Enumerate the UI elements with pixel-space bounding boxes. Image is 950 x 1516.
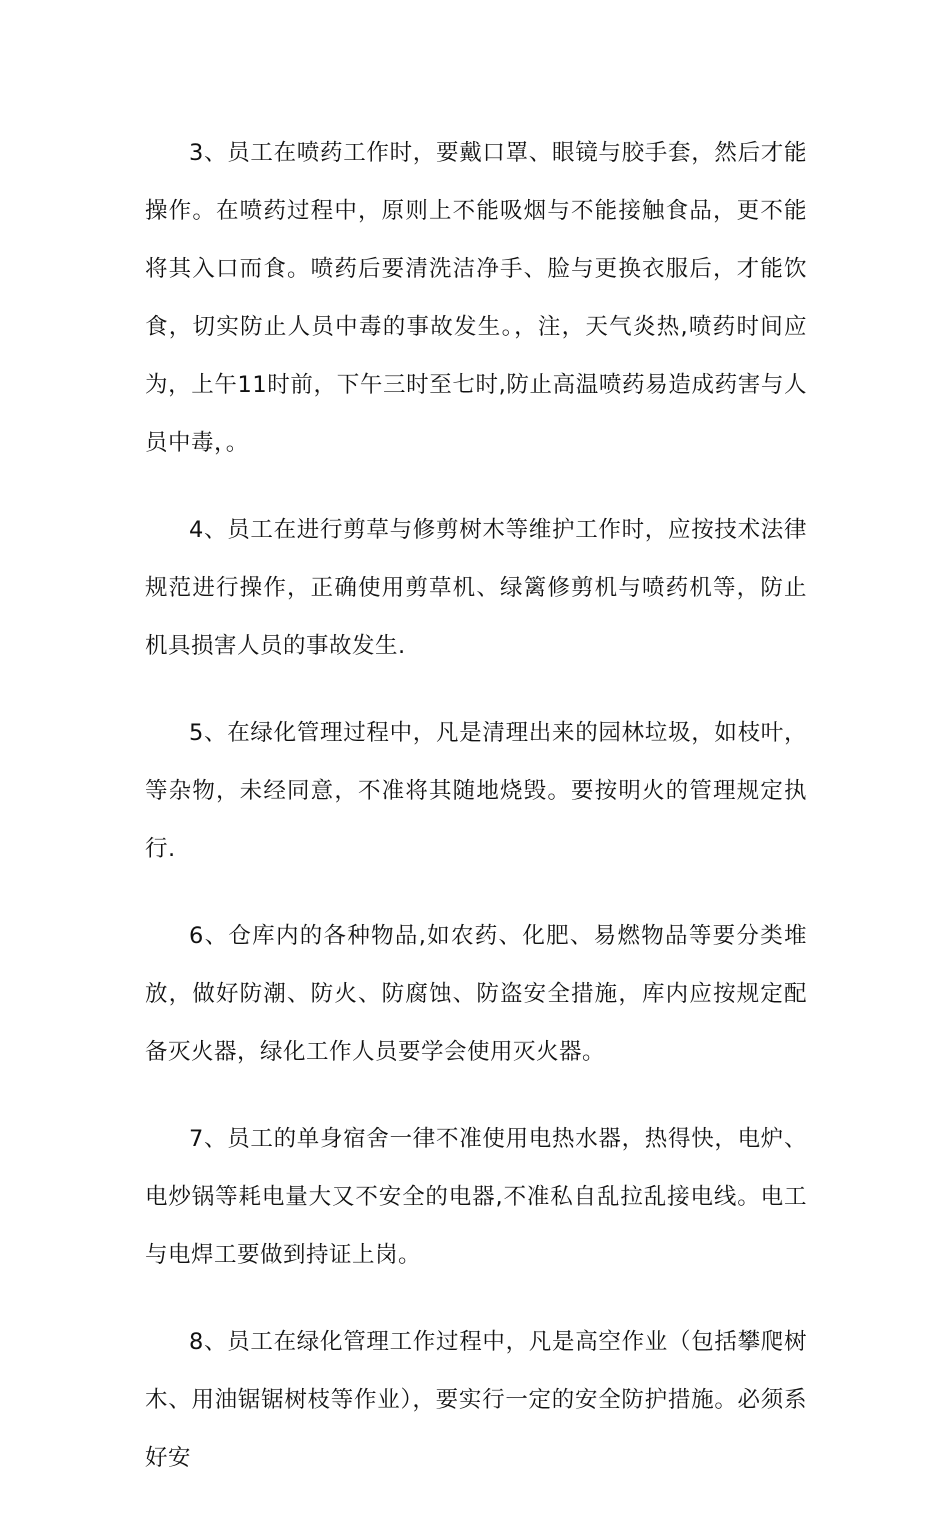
paragraph-item-8: 8、员工在绿化管理工作过程中，凡是高空作业（包括攀爬树木、用油锯锯树枝等作业），要实行一定的安全防护措施。必须系好安 bbox=[145, 1329, 807, 1471]
document-body bbox=[145, 124, 807, 1516]
paragraph-item-4: 4、员工在进行剪草与修剪树木等维护工作时，应按技术法律规范进行操作，正确使用剪草机、绿篱修剪机与喷药机等，防止机具损害人员的事故发生. bbox=[145, 517, 807, 659]
paragraph-item-6: 6、仓库内的各种物品,如农药、化肥、易燃物品等要分类堆放，做好防潮、防火、防腐蚀、防盗安全措施，库内应按规定配备灭火器，绿化工作人员要学会使用灭火器。 bbox=[145, 923, 807, 1065]
paragraph-item-5: 5、在绿化管理过程中，凡是清理出来的园林垃圾，如枝叶，等杂物，未经同意，不准将其随地烧毁。要按明火的管理规定执行. bbox=[145, 720, 807, 862]
paragraph-item-3: 3、员工在喷药工作时，要戴口罩、眼镜与胶手套，然后才能操作。在喷药过程中，原则上不能吸烟与不能接触食品，更不能将其入口而食。喷药后要清洗洁净手、脸与更换衣服后，才能饮食，切实防止人员中毒的事故发生。，注，天气炎热,喷药时间应为，上午11时前，下午三时至七时,防止高温喷药易造成药害与人员中毒，。 bbox=[145, 140, 807, 456]
paragraph-item-7: 7、员工的单身宿舍一律不准使用电热水器，热得快，电炉、电炒锅等耗电量大又不安全的电器,不准私自乱拉乱接电线。电工与电焊工要做到持证上岗。 bbox=[145, 1126, 807, 1268]
